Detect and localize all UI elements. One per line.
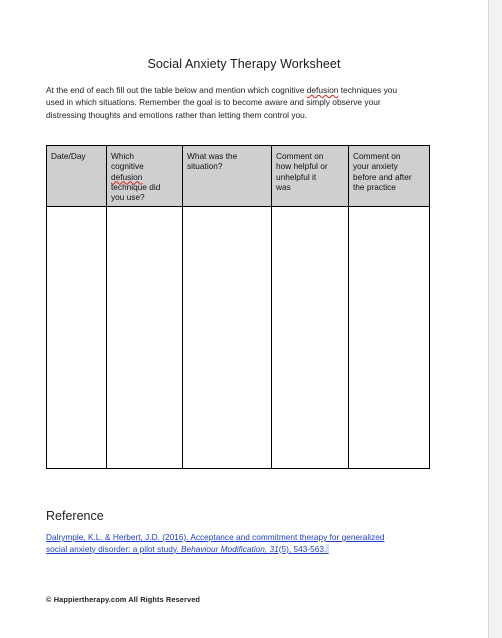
table-cell-date[interactable] bbox=[47, 207, 107, 469]
reference-link-text[interactable]: Dalrymple, K.L. & Herbert, J.D. (2016). Acceptance and commitment therapy for generalized bbox=[46, 532, 385, 542]
spellcheck-word[interactable]: defusion bbox=[306, 85, 339, 95]
column-header-line: how helpful or bbox=[276, 161, 328, 172]
column-header-situation[interactable] bbox=[183, 146, 272, 207]
table-cell-technique[interactable] bbox=[107, 207, 183, 469]
table-cell-situation[interactable] bbox=[183, 207, 272, 469]
intro-line-2: used in which situations. Remember the goal is to become aware and simply observe your bbox=[46, 97, 381, 108]
intro-paragraph bbox=[46, 84, 441, 121]
reference-journal[interactable]: Behaviour Modification, 31 bbox=[180, 543, 279, 554]
intro-text: techniques you bbox=[338, 85, 398, 95]
column-header-line: Comment on bbox=[353, 151, 401, 161]
reference-link-text[interactable]: social anxiety disorder: a pilot study. bbox=[46, 543, 181, 554]
reference-line-1[interactable] bbox=[46, 532, 436, 544]
table-row bbox=[47, 207, 430, 469]
column-header-technique[interactable] bbox=[107, 146, 183, 207]
intro-text: At the end of each fill out the table below and mention which cognitive bbox=[46, 85, 307, 95]
column-header-line: cognitive bbox=[111, 161, 144, 172]
column-header-line: Comment on bbox=[276, 151, 324, 161]
column-header-line: Date/Day bbox=[51, 151, 86, 161]
column-header-anxiety[interactable] bbox=[349, 146, 430, 207]
intro-line-3: distressing thoughts and emotions rather than letting them control you. bbox=[46, 109, 308, 120]
worksheet-table bbox=[46, 145, 430, 469]
reference-citation[interactable] bbox=[46, 532, 436, 555]
column-header-line: was bbox=[276, 181, 291, 192]
column-header-helpfulness[interactable] bbox=[272, 146, 349, 207]
column-header-line: Which bbox=[111, 151, 135, 161]
scrollbar-track[interactable] bbox=[489, 0, 502, 638]
copyright-footer: © Happiertherapy.com All Rights Reserved bbox=[46, 595, 201, 604]
table-cell-helpfulness[interactable] bbox=[272, 207, 349, 469]
table-header-row bbox=[47, 146, 430, 207]
spellcheck-word: defusion bbox=[111, 171, 143, 182]
column-header-line: you use? bbox=[111, 192, 145, 203]
column-header-line: your anxiety bbox=[353, 161, 398, 172]
column-header-line: situation? bbox=[187, 161, 223, 172]
reference-line-2[interactable] bbox=[46, 544, 436, 556]
column-header-date[interactable] bbox=[47, 146, 107, 207]
reference-heading: Reference bbox=[46, 509, 104, 523]
reference-pages[interactable]: (5), 543-563. bbox=[278, 543, 327, 554]
table-cell-anxiety[interactable] bbox=[349, 207, 430, 469]
column-header-line: What was the bbox=[187, 151, 238, 161]
column-header-line: the practice bbox=[353, 181, 396, 192]
text-selection bbox=[326, 544, 328, 554]
page-title: Social Anxiety Therapy Worksheet bbox=[147, 57, 341, 71]
intro-line-1 bbox=[46, 84, 441, 96]
column-header-line: unhelpful it bbox=[276, 171, 317, 182]
column-header-line: technique did bbox=[111, 181, 161, 192]
column-header-line: before and after bbox=[353, 171, 412, 182]
